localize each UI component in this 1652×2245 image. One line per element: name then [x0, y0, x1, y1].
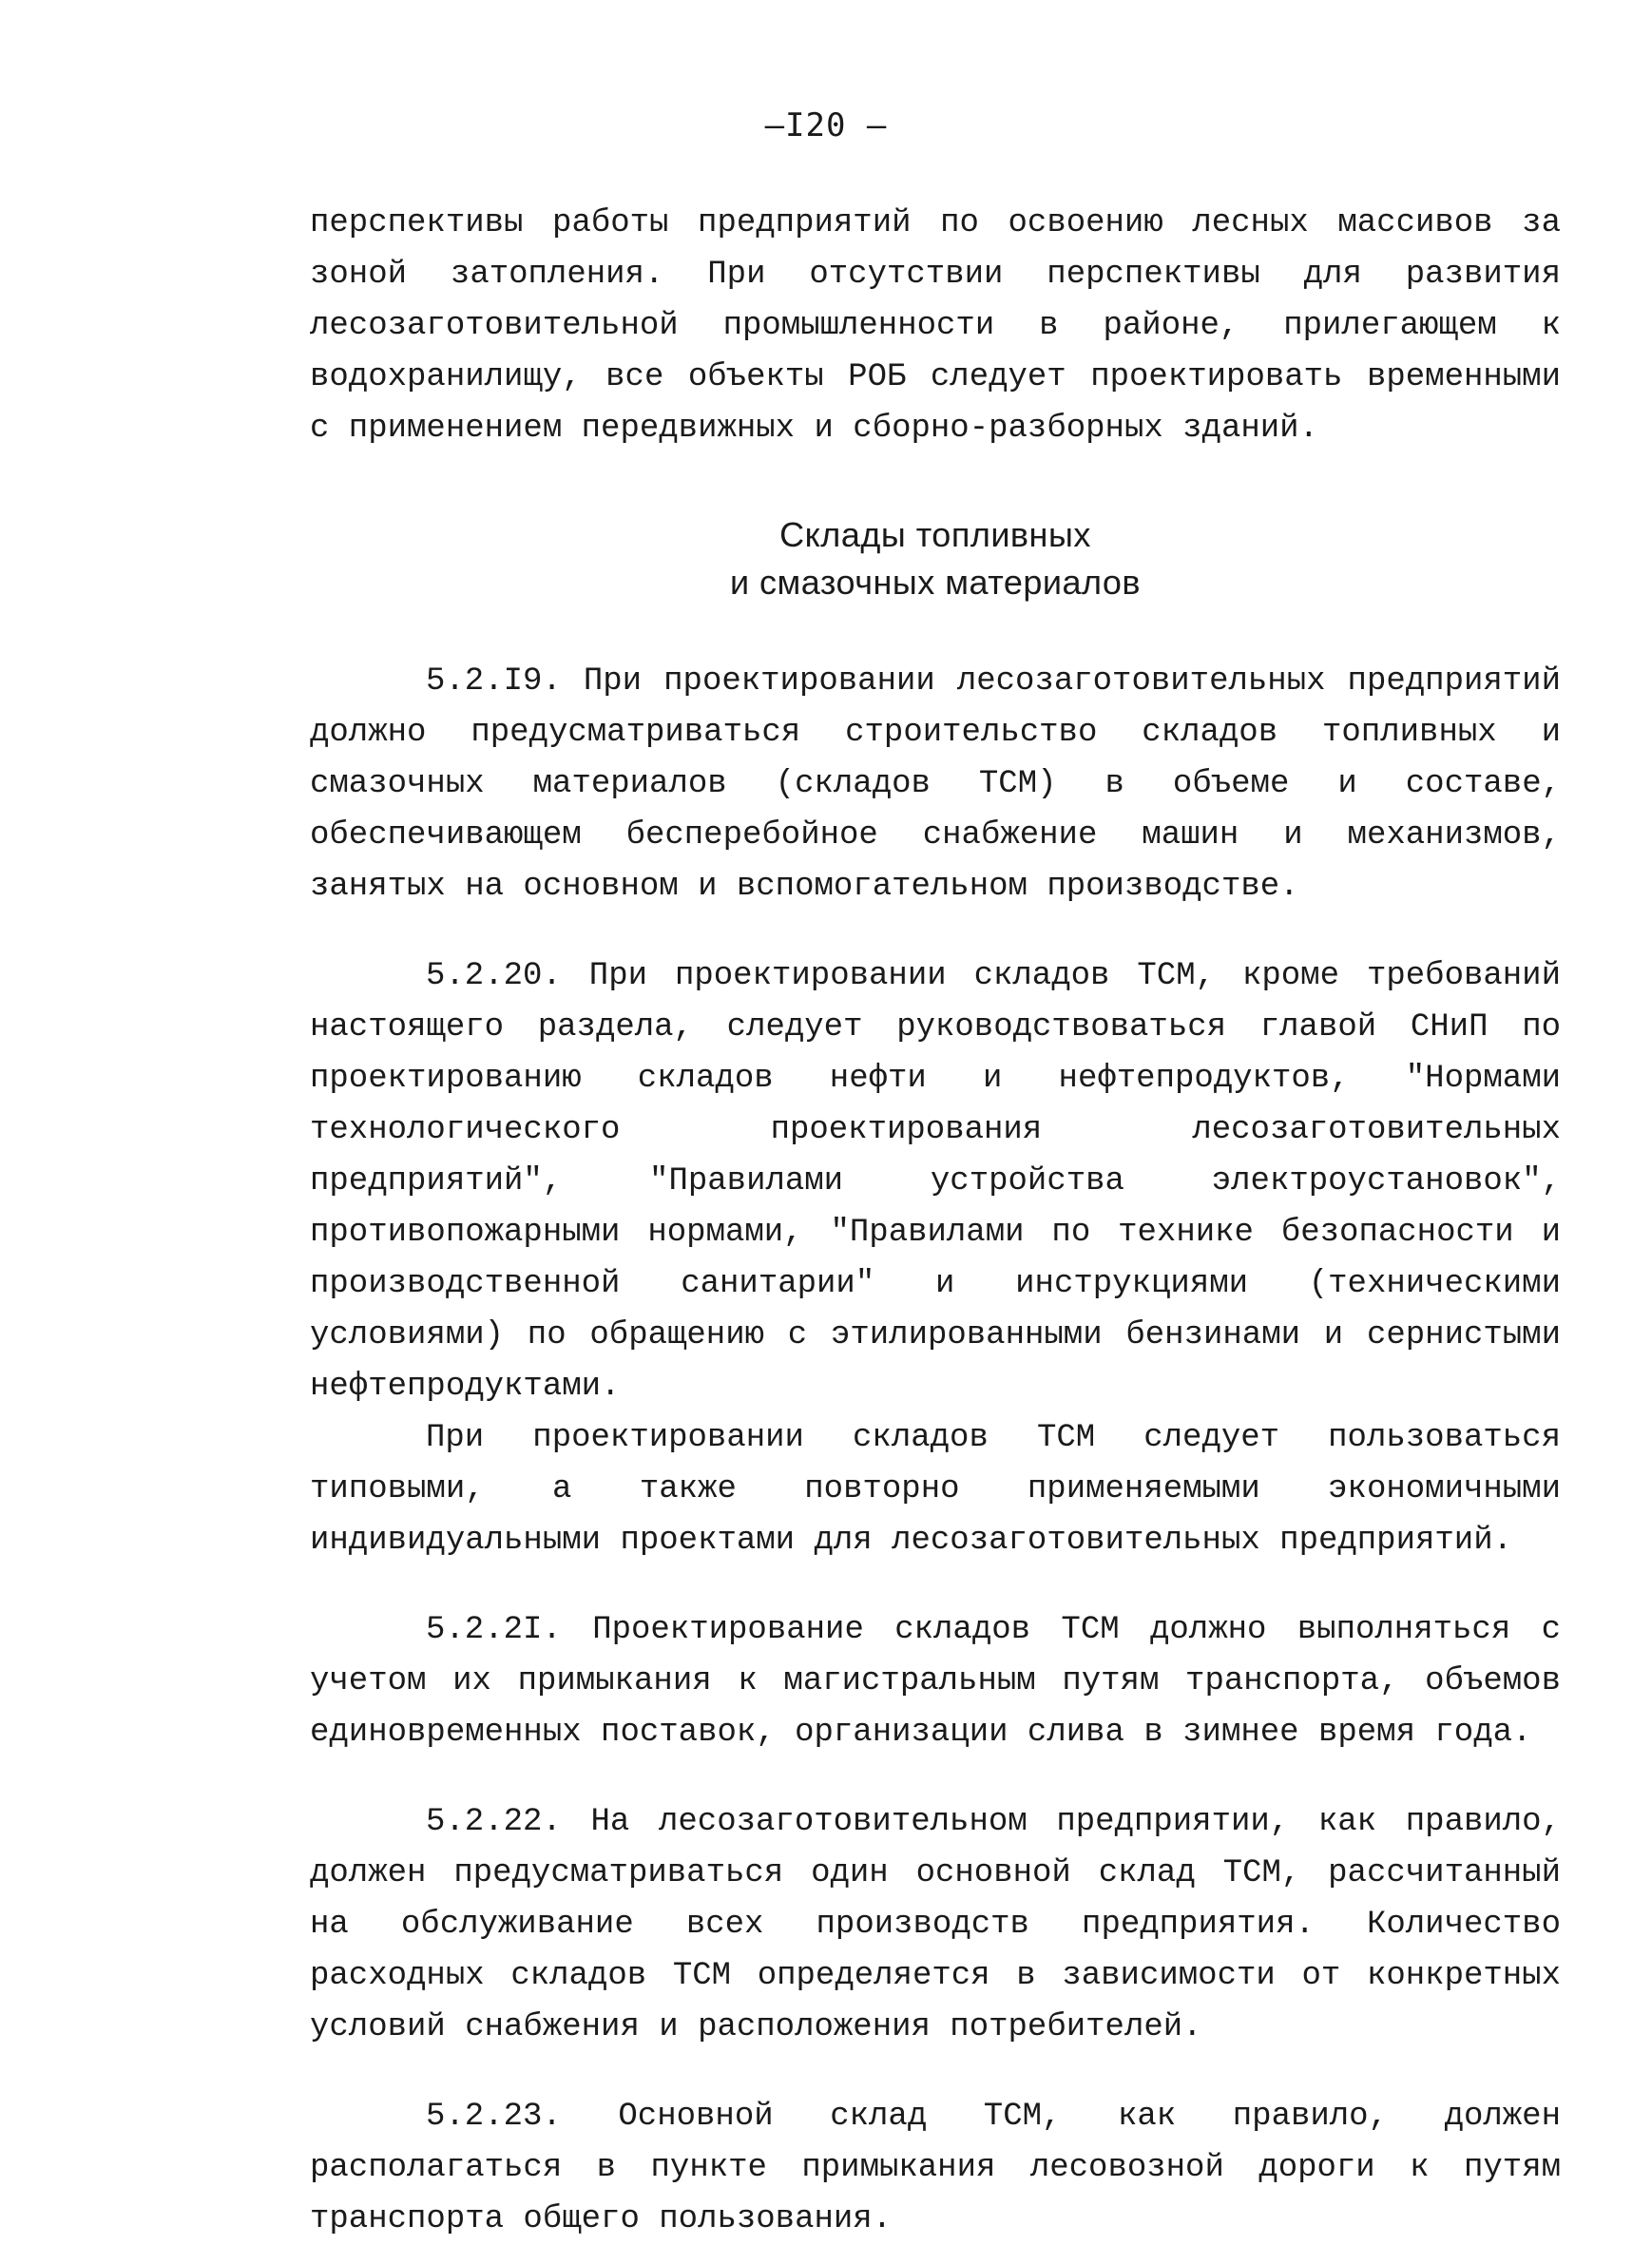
paragraph-5-2-20: 5.2.20. При проектировании складов ТСМ, кроме требований настоящего раздела, следует руководствоваться главой СНиП по проектированию складов нефти и нефтепродуктов, "Нормами технологического проектирования лесозаготовительных предприятий", "Правилами устройства электроустановок", противопожарными нормами, "Правилами по технике безопасности и производственной санитарии" и инструкциями (техническими условиями) по обращению с этилированными бензинами и сернистыми нефтепродуктами. [310, 958, 1561, 1405]
paragraph-5-2-22: 5.2.22. На лесозаготовительном предприятии, как правило, должен предусматриваться один основной склад ТСМ, рассчитанный на обслуживание всех производств предприятия. Количество расходных складов ТСМ определяется в зависимости от конкретных условий снабжения и расположения потребителей. [310, 1804, 1561, 2045]
paragraph-5-2-21: 5.2.2I. Проектирование складов ТСМ должно выполняться с учетом их примыкания к магистральным путям транспорта, объемов единовременных поставок, организации слива в зимнее время года. [310, 1612, 1561, 1751]
paragraph-5-2-23: 5.2.23. Основной склад ТСМ, как правило, должен располагаться в пункте примыкания лесовозной дороги к путям транспорта общего пользования. [310, 2099, 1561, 2237]
document-body [310, 198, 1561, 2245]
section-heading [310, 511, 1561, 606]
page-number: —I20 — [764, 106, 888, 144]
paragraph-5-2-19: 5.2.I9. При проектировании лесозаготовительных предприятий должно предусматриваться строительство складов топливных и смазочных материалов (складов ТСМ) в объеме и составе, обеспечивающем бесперебойное снабжение машин и механизмов, занятых на основном и вспомогательном производстве. [310, 663, 1561, 905]
paragraph-5-2-20-continued: При проектировании складов ТСМ следует пользоваться типовыми, а также повторно применяемыми экономичными индивидуальными проектами для лесозаготовительных предприятий. [310, 1420, 1561, 1559]
section-heading-line-1: Склады топливных [779, 515, 1091, 554]
intro-paragraph: перспективы работы предприятий по освоению лесных массивов за зоной затопления. При отсутствии перспективы для развития лесозаготовительной промышленности в районе, прилегающем к водохранилищу, все объекты РОБ следует проектировать временными с применением передвижных и сборно-разборных зданий. [310, 205, 1561, 447]
section-heading-line-2: и смазочных материалов [729, 563, 1142, 602]
